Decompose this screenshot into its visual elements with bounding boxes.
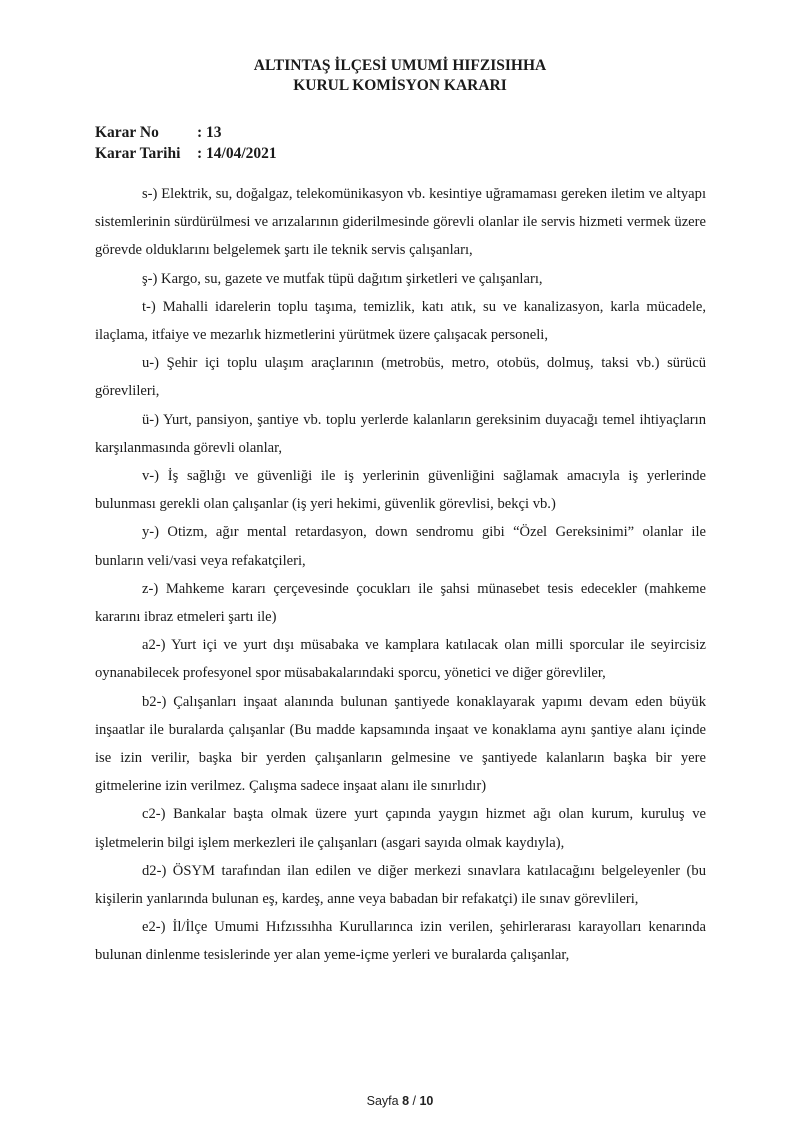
paragraph-e2: e2-) İl/İlçe Umumi Hıfzıssıhha Kurullarınca izin verilen, şehirlerarası karayolları kenarında bulunan dinlenme tesislerinde yer alan yeme-içme yerleri ve buralarda çalışanlar,: [95, 919, 706, 964]
paragraph-t: t-) Mahalli idarelerin toplu taşıma, temizlik, katı atık, su ve kanalizasyon, karla mücadele, ilaçlama, itfaiye ve mezarlık hizmetlerini yürütmek üzere çalışacak personeli,: [95, 298, 706, 344]
paragraph-s: s-) Elektrik, su, doğalgaz, telekomünikasyon vb. kesintiye uğramaması gereken iletim ve altyapı sistemlerinin sürdürülmesi ve arızalarının giderilmesinde görevli olanlar ile servis hizmeti vermek üzere görevde olduklarını belgelemek şartı ile teknik servis çalışanları,: [95, 186, 706, 259]
paragraph-ue: ü-) Yurt, pansiyon, şantiye vb. toplu yerlerde kalanların gereksinim duyacağı temel ihtiyaçların karşılanmasında görevli olanlar,: [95, 411, 706, 456]
karar-no-row: [95, 122, 277, 143]
page-separator: /: [412, 1094, 416, 1108]
page-footer: [0, 1094, 800, 1108]
karar-tarihi-value: : 14/04/2021: [197, 145, 277, 162]
page-total: 10: [419, 1094, 434, 1108]
page-label: Sayfa: [366, 1094, 399, 1108]
paragraph-sh: ş-) Kargo, su, gazete ve mutfak tüpü dağıtım şirketleri ve çalışanları,: [142, 270, 543, 287]
karar-tarihi-label: Karar Tarihi: [95, 145, 181, 162]
decision-meta: [95, 122, 277, 164]
header-title-line1: ALTINTAŞ İLÇESİ UMUMİ HIFZISIHHA: [253, 57, 547, 74]
karar-no-label: Karar No: [95, 124, 159, 141]
paragraph-d2: d2-) ÖSYM tarafından ilan edilen ve diğer merkezi sınavlara katılacağını belgeleyenler (bu kişilerin yanlarında bulunan eş, kardeş, anne veya babadan bir refakatçi) ile sınav görevlileri,: [95, 862, 706, 908]
karar-no-value: : 13: [197, 124, 222, 141]
header-title-line2: KURUL KOMİSYON KARARI: [293, 77, 507, 94]
paragraph-y: y-) Otizm, ağır mental retardasyon, down sendromu gibi “Özel Gereksinimi” olanlar ile bunların veli/vasi veya refakatçileri,: [95, 524, 706, 569]
paragraph-c2: c2-) Bankalar başta olmak üzere yurt çapında yaygın hizmet ağı olan kurum, kuruluş ve işletmelerin bilgi işlem merkezleri ile çalışanları (asgari sayıda olmak kaydıyla),: [95, 806, 706, 851]
paragraph-u: u-) Şehir içi toplu ulaşım araçlarının (metrobüs, metro, otobüs, dolmuş, taksi vb.) sürücü görevlileri,: [95, 355, 706, 400]
paragraph-a2: a2-) Yurt içi ve yurt dışı müsabaka ve kamplara katılacak olan milli sporcular ile seyircisiz oynanabilecek profesyonel spor müsabakalarındaki sporcu, yönetici ve diğer görevliler,: [95, 637, 706, 682]
paragraph-v: v-) İş sağlığı ve güvenliği ile iş yerlerinin güvenliğini sağlamak amacıyla iş yerlerinde bulunması gerekli olan çalışanlar (iş yeri hekimi, güvenlik görevlisi, bekçi vb.): [95, 468, 706, 513]
page-current: 8: [402, 1094, 410, 1108]
karar-tarihi-row: [95, 143, 277, 164]
document-body: [95, 180, 706, 970]
paragraph-z: z-) Mahkeme kararı çerçevesinde çocukları ile şahsi münasebet tesis edecekler (mahkeme kararını ibraz etmeleri şartı ile): [95, 580, 706, 626]
paragraph-b2: b2-) Çalışanları inşaat alanında bulunan şantiyede konaklayarak yapımı devam eden büyük inşaatlar ile buralarda çalışanlar (Bu madde kapsamında inşaat ve konaklama aynı şantiye alanı içinde ise izin verilir, başka bir yerden çalışanların gelmesine ve şantiyede kalanların başka bir yere gitmelerine izin verilmez. Çalışma sadece inşaat alanı ile sınırlıdır): [95, 693, 706, 795]
document-header: [0, 56, 800, 96]
